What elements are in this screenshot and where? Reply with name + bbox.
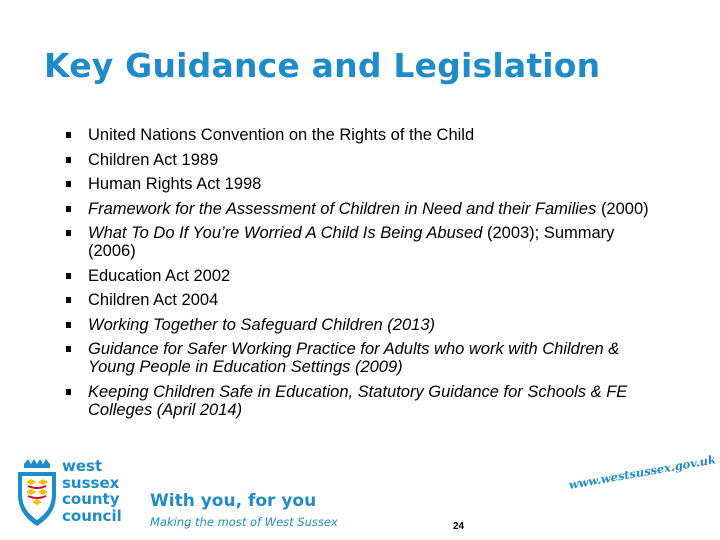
square-bullet-icon — [66, 157, 71, 163]
list-item: Children Act 2004 — [66, 291, 666, 309]
square-bullet-icon — [66, 132, 71, 138]
list-item: Guidance for Safer Working Practice for Adults who work with Children & Young People in Education Settings (2009) — [66, 340, 666, 376]
council-logo — [14, 458, 134, 530]
list-item: Keeping Children Safe in Education, Statutory Guidance for Schools & FE Colleges (April 2014) — [66, 383, 666, 419]
website-url: www.westsussex.gov.uk — [567, 452, 717, 492]
list-item: United Nations Convention on the Rights of the Child — [66, 126, 666, 144]
square-bullet-icon — [66, 230, 71, 236]
slide-title: Key Guidance and Legislation — [44, 46, 601, 85]
square-bullet-icon — [66, 181, 71, 187]
list-item: Working Together to Safeguard Children (2013) — [66, 316, 666, 334]
page-number: 24 — [453, 521, 465, 532]
list-item-date: (2003); Summary (2006) — [88, 224, 615, 260]
council-name: west sussex county council — [62, 457, 122, 525]
square-bullet-icon — [66, 297, 71, 303]
list-item-date: (2000) — [600, 199, 649, 218]
square-bullet-icon — [66, 273, 71, 279]
list-item: Framework for the Assessment of Children in Need and their Families (2000) — [66, 200, 666, 218]
square-bullet-icon — [66, 206, 71, 212]
list-item: What To Do If You’re Worried A Child Is Being Abused (2003); Summary (2006) — [66, 224, 666, 260]
list-item: Human Rights Act 1998 — [66, 175, 666, 193]
square-bullet-icon — [66, 389, 71, 395]
list-item: Education Act 2002 — [66, 267, 666, 285]
square-bullet-icon — [66, 346, 71, 352]
sub-tagline: Making the most of West Sussex — [150, 515, 338, 529]
tagline: With you, for you — [150, 491, 317, 511]
list-item: Children Act 1989 — [66, 151, 666, 169]
square-bullet-icon — [66, 322, 71, 328]
crest-icon — [14, 458, 60, 530]
guidance-list — [66, 126, 666, 425]
